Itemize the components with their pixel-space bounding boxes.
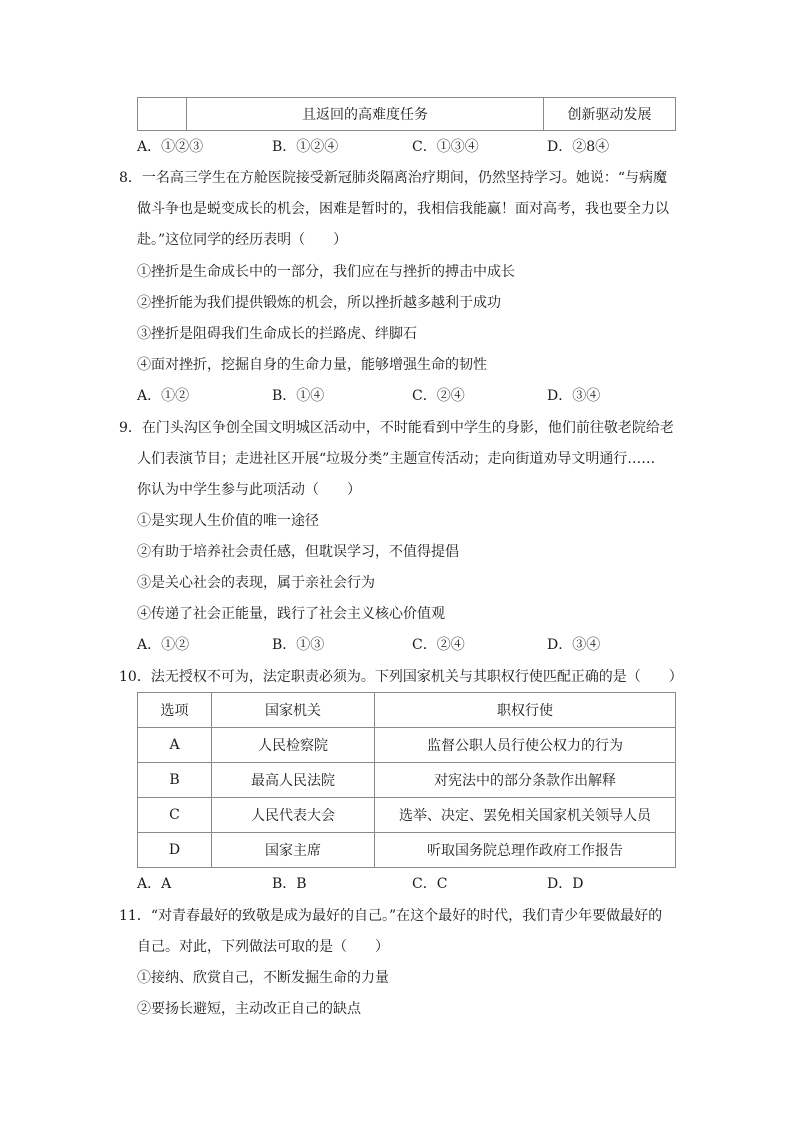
q11-statement-2: ②要扬长避短，主动改正自己的缺点: [137, 1001, 361, 1017]
top-table-cell-1: [138, 98, 187, 131]
q9-stem-line-1: 9．在门头沟区争创全国文明城区活动中，不时能看到中学生的身影，他们前往敬老院给老: [119, 420, 674, 436]
q11-stem-line-2: 自己。对此，下列做法可取的是（ ）: [137, 939, 389, 955]
q10-cell: 监督公职人员行使公权力的行为: [375, 728, 676, 763]
q8-option-b[interactable]: B．①④: [272, 388, 325, 404]
q9-statement-2: ②有助于培养社会责任感，但耽误学习，不值得提倡: [137, 544, 459, 560]
top-table-cell-3: 创新驱动发展: [544, 98, 676, 131]
q10-cell: B: [138, 763, 212, 798]
q11-stem-line-1: 11．“对青春最好的致敬是成为最好的自己。”在这个最好的时代，我们青少年要做最好的: [119, 908, 663, 924]
q10-cell: 选举、决定、罢免相关国家机关领导人员: [375, 798, 676, 833]
q10-option-a[interactable]: A．A: [137, 876, 172, 892]
q10-cell: 最高人民法院: [212, 763, 375, 798]
q10-cell: A: [138, 728, 212, 763]
q10-table-header-row: [138, 693, 676, 728]
q10-cell: 听取国务院总理作政府工作报告: [375, 833, 676, 868]
q8-stem-line-2: 做斗争也是蜕变成长的机会，困难是暂时的，我相信我能赢！面对高考，我也要全力以: [137, 201, 669, 217]
q10-stem: 10．法无授权不可为，法定职责必须为。下列国家机关与其职权行使匹配正确的是（ ）: [119, 669, 683, 685]
q7-option-a[interactable]: A．①②③: [137, 139, 204, 155]
table-row: [138, 763, 676, 798]
q9-stem-line-2: 人们表演节目；走进社区开展“垃圾分类”主题宣传活动；走向街道劝导文明通行……: [137, 451, 656, 467]
table-row: [138, 833, 676, 868]
q10-header-option: 选项: [138, 693, 212, 728]
q10-cell: 对宪法中的部分条款作出解释: [375, 763, 676, 798]
q8-statement-3: ③挫折是阻碍我们生命成长的拦路虎、绊脚石: [137, 326, 417, 342]
q9-statement-1: ①是实现人生价值的唯一途径: [137, 513, 319, 529]
q10-header-organ: 国家机关: [212, 693, 375, 728]
q10-table: [137, 692, 676, 868]
q8-statement-1: ①挫折是生命成长中的一部分，我们应在与挫折的搏击中成长: [137, 264, 515, 280]
q7-option-c[interactable]: C．①③④: [412, 139, 479, 155]
q8-option-a[interactable]: A．①②: [137, 388, 190, 404]
table-row: [138, 798, 676, 833]
q11-statement-1: ①接纳、欣赏自己，不断发掘生命的力量: [137, 970, 389, 986]
q9-options: [137, 635, 697, 655]
q9-option-d[interactable]: D．③④: [547, 637, 601, 653]
q9-statement-4: ④传递了社会正能量，践行了社会主义核心价值观: [137, 606, 445, 622]
q10-header-power: 职权行使: [375, 693, 676, 728]
top-table-cell-2: 且返回的高难度任务: [187, 98, 544, 131]
q7-option-b[interactable]: B．①②④: [272, 139, 339, 155]
q8-stem-line-3: 赴。”这位同学的经历表明（ ）: [137, 232, 348, 248]
q10-option-d[interactable]: D．D: [547, 876, 584, 892]
q9-option-c[interactable]: C．②④: [412, 637, 465, 653]
q10-cell: C: [138, 798, 212, 833]
q10-options: [137, 874, 697, 894]
q9-statement-3: ③是关心社会的表现，属于亲社会行为: [137, 575, 375, 591]
q9-option-a[interactable]: A．①②: [137, 637, 190, 653]
q10-option-b[interactable]: B．B: [272, 876, 307, 892]
q10-cell: 人民检察院: [212, 728, 375, 763]
q10-cell: 人民代表大会: [212, 798, 375, 833]
q9-stem-line-3: 你认为中学生参与此项活动（ ）: [137, 482, 361, 498]
q10-option-c[interactable]: C．C: [412, 876, 448, 892]
q8-statement-2: ②挫折能为我们提供锻炼的机会，所以挫折越多越利于成功: [137, 295, 501, 311]
q8-statement-4: ④面对挫折，挖掘自身的生命力量，能够增强生命的韧性: [137, 357, 487, 373]
q10-cell: 国家主席: [212, 833, 375, 868]
q10-cell: D: [138, 833, 212, 868]
q7-options: [137, 137, 697, 157]
q8-option-d[interactable]: D．③④: [547, 388, 601, 404]
q9-option-b[interactable]: B．①③: [272, 637, 325, 653]
top-table: [137, 97, 676, 131]
q8-stem-line-1: 8．一名高三学生在方舱医院接受新冠肺炎隔离治疗期间，仍然坚持学习。她说：“与病魔: [119, 170, 668, 186]
q8-options: [137, 386, 697, 406]
q8-option-c[interactable]: C．②④: [412, 388, 465, 404]
q7-option-d[interactable]: D．②8④: [547, 139, 610, 155]
table-row: [138, 728, 676, 763]
